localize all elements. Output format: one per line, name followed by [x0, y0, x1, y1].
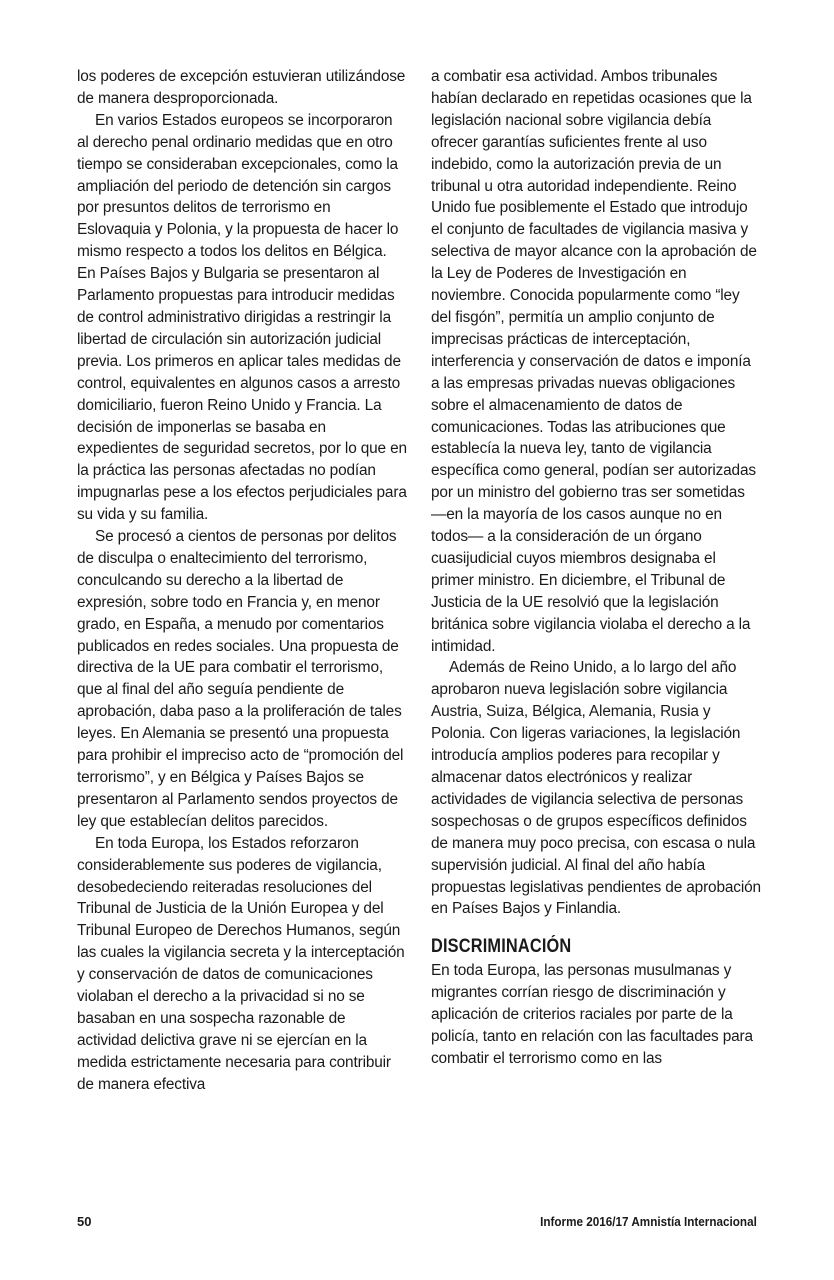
paragraph-new-legislation: Además de Reino Unido, a lo largo del año aprobaron nueva legislación sobre vigilancia Austria, Suiza, Bélgica, Alemania, Rusia y Polonia. Con ligeras variaciones, la legislación introducía amplios poderes para recopilar y almacenar datos electrónicos y realizar actividades de vigilancia selectiva de personas sospechosas o de grupos específicos definidos de manera muy poco precisa, con escasa o nula supervisión judicial. Al final del año había propuestas legislativas pendientes de aprobación en Países Bajos y Finlandia.	[431, 659, 761, 918]
paragraph-discrimination: En toda Europa, las personas musulmanas y migrantes corrían riesgo de discriminación y aplicación de criterios raciales por parte de la policía, tanto en relación con las facultades para combatir el terrorismo como en las	[431, 962, 753, 1067]
paragraph-freedom-of-expression: Se procesó a cientos de personas por delitos de disculpa o enaltecimiento del terrorismo, conculcando su derecho a la libertad de expresión, sobre todo en Francia y, en menor grado, en España, a menudo por comentarios publicados en redes sociales. Una propuesta de directiva de la UE para combatir el terrorismo, que al final del año seguía pendiente de aprobación, daba paso a la proliferación de tales leyes. En Alemania se presentó una propuesta para prohibir el impreciso acto de “promoción del terrorismo”, y en Bélgica y Países Bajos se presentaron al Parlamento sendos proyectos de ley que establecían delitos parecidos.	[77, 528, 404, 830]
right-column	[431, 66, 761, 1070]
page-number: 50	[77, 1214, 92, 1229]
page-footer	[77, 1212, 757, 1232]
left-column	[77, 66, 407, 1096]
paragraph-investigatory-powers: a combatir esa actividad. Ambos tribunales habían declarado en repetidas ocasiones que la legislación nacional sobre vigilancia debía ofrecer garantías suficientes frente al uso indebido, como la autorización previa de un tribunal u otra autoridad independiente. Reino Unido fue posiblemente el Estado que introdujo el conjunto de facultades de vigilancia masiva y selectiva de mayor alcance con la aprobación de la Ley de Poderes de Investigación en noviembre. Conocida popularmente como “ley del fisgón”, permitía un amplio conjunto de imprecisas prácticas de interceptación, interferencia y conservación de datos e imponía a las empresas privadas nuevas obligaciones sobre el almacenamiento de datos de comunicaciones. Todas las atribuciones que establecía la nueva ley, tanto de vigilancia específica como general, podían ser autorizadas por un ministro del gobierno tras ser sometidas —en la mayoría de los casos aunque no en todos— a la consideración de un órgano cuasijudicial cuyos miembros designaba el primer ministro. En diciembre, el Tribunal de Justicia de la UE resolvió que la legislación británica sobre vigilancia violaba el derecho a la intimidad.	[431, 68, 757, 655]
publication-title: Informe 2016/17 Amnistía Internacional	[540, 1214, 757, 1229]
paragraph-continuation: los poderes de excepción estuvieran utilizándose de manera desproporcionada.	[77, 68, 406, 107]
paragraph-surveillance-powers: En toda Europa, los Estados reforzaron considerablemente sus poderes de vigilancia, desobedeciendo reiteradas resoluciones del Tribunal de Justicia de la Unión Europea y del Tribunal Europeo de Derechos Humanos, según las cuales la vigilancia secreta y la interceptación y conservación de datos de comunicaciones violaban el derecho a la privacidad si no se basaban en una sospecha razonable de actividad delictiva grave ni se ejercían en la medida estrictamente necesaria para contribuir de manera efectiva	[77, 834, 405, 1093]
paragraph-detention-measures: En varios Estados europeos se incorporaron al derecho penal ordinario medidas que en otro tiempo se consideraban excepcionales, como la ampliación del periodo de detención sin cargos por presuntos delitos de terrorismo en Eslovaquia y Polonia, y la propuesta de hacer lo mismo respecto a todos los delitos en Bélgica. En Países Bajos y Bulgaria se presentaron al Parlamento propuestas para introducir medidas de control administrativo dirigidas a restringir la libertad de circulación sin autorización judicial previa. Los primeros en aplicar tales medidas de control, equivalentes en algunos casos a arresto domiciliario, fueron Reino Unido y Francia. La decisión de imponerlas se basaba en expedientes de seguridad secretos, por lo que en la práctica las personas afectadas no podían impugnarlas pese a los efectos perjudiciales para su vida y su familia.	[77, 111, 407, 524]
section-heading-discrimination: DISCRIMINACIÓN	[431, 936, 572, 958]
